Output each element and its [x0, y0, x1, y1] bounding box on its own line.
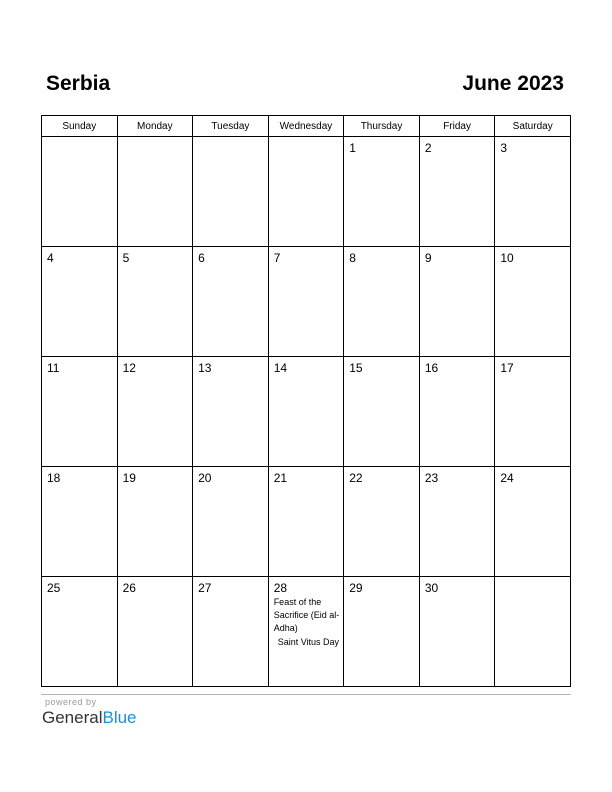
holiday-event: Saint Vitus Day	[277, 637, 340, 647]
day-cell	[193, 247, 269, 357]
day-cell	[193, 137, 269, 247]
calendar-week-row	[42, 357, 571, 467]
day-cell	[117, 357, 193, 467]
logo-general-text: General	[42, 708, 103, 727]
day-cell	[268, 247, 344, 357]
footer-divider	[41, 694, 571, 695]
day-number: 6	[198, 251, 205, 265]
day-number: 1	[349, 141, 356, 155]
day-number: 11	[47, 361, 60, 375]
day-cell	[495, 247, 571, 357]
generalblue-logo[interactable]	[42, 708, 137, 728]
day-cell	[344, 137, 420, 247]
day-number: 18	[47, 471, 61, 485]
day-cell	[268, 137, 344, 247]
calendar-week-row	[42, 137, 571, 247]
day-number: 21	[273, 471, 288, 485]
calendar-week-row	[42, 247, 571, 357]
calendar-week-row	[42, 467, 571, 577]
day-number	[495, 577, 570, 581]
day-cell	[419, 247, 495, 357]
calendar-country-title: Serbia	[46, 72, 111, 95]
day-number: 20	[198, 471, 212, 485]
day-cell	[42, 357, 118, 467]
weekday-header: Sunday	[42, 116, 118, 137]
day-number: 5	[122, 251, 130, 265]
weekday-header: Friday	[419, 116, 495, 137]
day-number	[42, 137, 117, 141]
day-cell	[117, 137, 193, 247]
logo-blue-text: Blue	[102, 708, 137, 727]
day-cell	[268, 467, 344, 577]
calendar-grid	[41, 115, 571, 687]
day-number: 9	[424, 251, 432, 265]
day-number: 7	[273, 251, 281, 265]
day-cell	[42, 247, 118, 357]
day-number: 23	[424, 471, 439, 485]
day-number: 19	[122, 471, 136, 485]
day-cell	[117, 247, 193, 357]
day-cell	[117, 577, 193, 687]
day-cell	[344, 467, 420, 577]
day-number	[193, 137, 268, 141]
day-cell	[344, 247, 420, 357]
day-number: 14	[273, 361, 288, 375]
weekday-header-row	[42, 116, 571, 137]
weekday-header: Tuesday	[193, 116, 269, 137]
day-cell	[495, 577, 571, 687]
day-cell	[495, 467, 571, 577]
day-number: 12	[122, 361, 136, 375]
calendar-month-title: June 2023	[462, 72, 564, 95]
day-number: 30	[424, 581, 439, 595]
day-cell	[419, 357, 495, 467]
weekday-header: Monday	[117, 116, 193, 137]
day-number: 24	[500, 471, 514, 485]
day-cell	[117, 467, 193, 577]
day-number: 15	[349, 361, 363, 375]
day-cell	[419, 467, 495, 577]
day-number: 13	[198, 361, 212, 375]
day-cell	[268, 577, 344, 687]
day-number: 4	[47, 251, 54, 265]
day-number: 17	[500, 361, 514, 375]
day-number: 16	[424, 361, 439, 375]
day-cell	[495, 357, 571, 467]
weekday-header: Wednesday	[268, 116, 344, 137]
day-cell	[193, 467, 269, 577]
day-number: 29	[349, 581, 363, 595]
day-cell	[193, 577, 269, 687]
day-number: 27	[198, 581, 212, 595]
day-number	[269, 137, 344, 141]
day-number: 10	[500, 251, 514, 265]
day-cell	[42, 467, 118, 577]
day-number: 2	[424, 141, 432, 155]
weekday-header: Saturday	[495, 116, 571, 137]
day-cell	[268, 357, 344, 467]
day-cell	[419, 577, 495, 687]
day-number: 8	[349, 251, 356, 265]
day-number: 26	[122, 581, 136, 595]
day-number: 28	[273, 581, 288, 595]
holiday-event: Feast of the Sacrifice (Eid al-Adha)	[273, 597, 340, 633]
day-number: 25	[47, 581, 61, 595]
day-number: 3	[500, 141, 508, 155]
calendar-week-row	[42, 577, 571, 687]
day-cell	[193, 357, 269, 467]
day-cell	[42, 137, 118, 247]
day-cell	[42, 577, 118, 687]
day-cell	[495, 137, 571, 247]
powered-by-text: powered by	[45, 697, 97, 707]
day-cell	[344, 577, 420, 687]
day-cell	[419, 137, 495, 247]
day-number	[118, 137, 193, 141]
day-number: 22	[349, 471, 363, 485]
day-cell	[344, 357, 420, 467]
weekday-header: Thursday	[344, 116, 420, 137]
